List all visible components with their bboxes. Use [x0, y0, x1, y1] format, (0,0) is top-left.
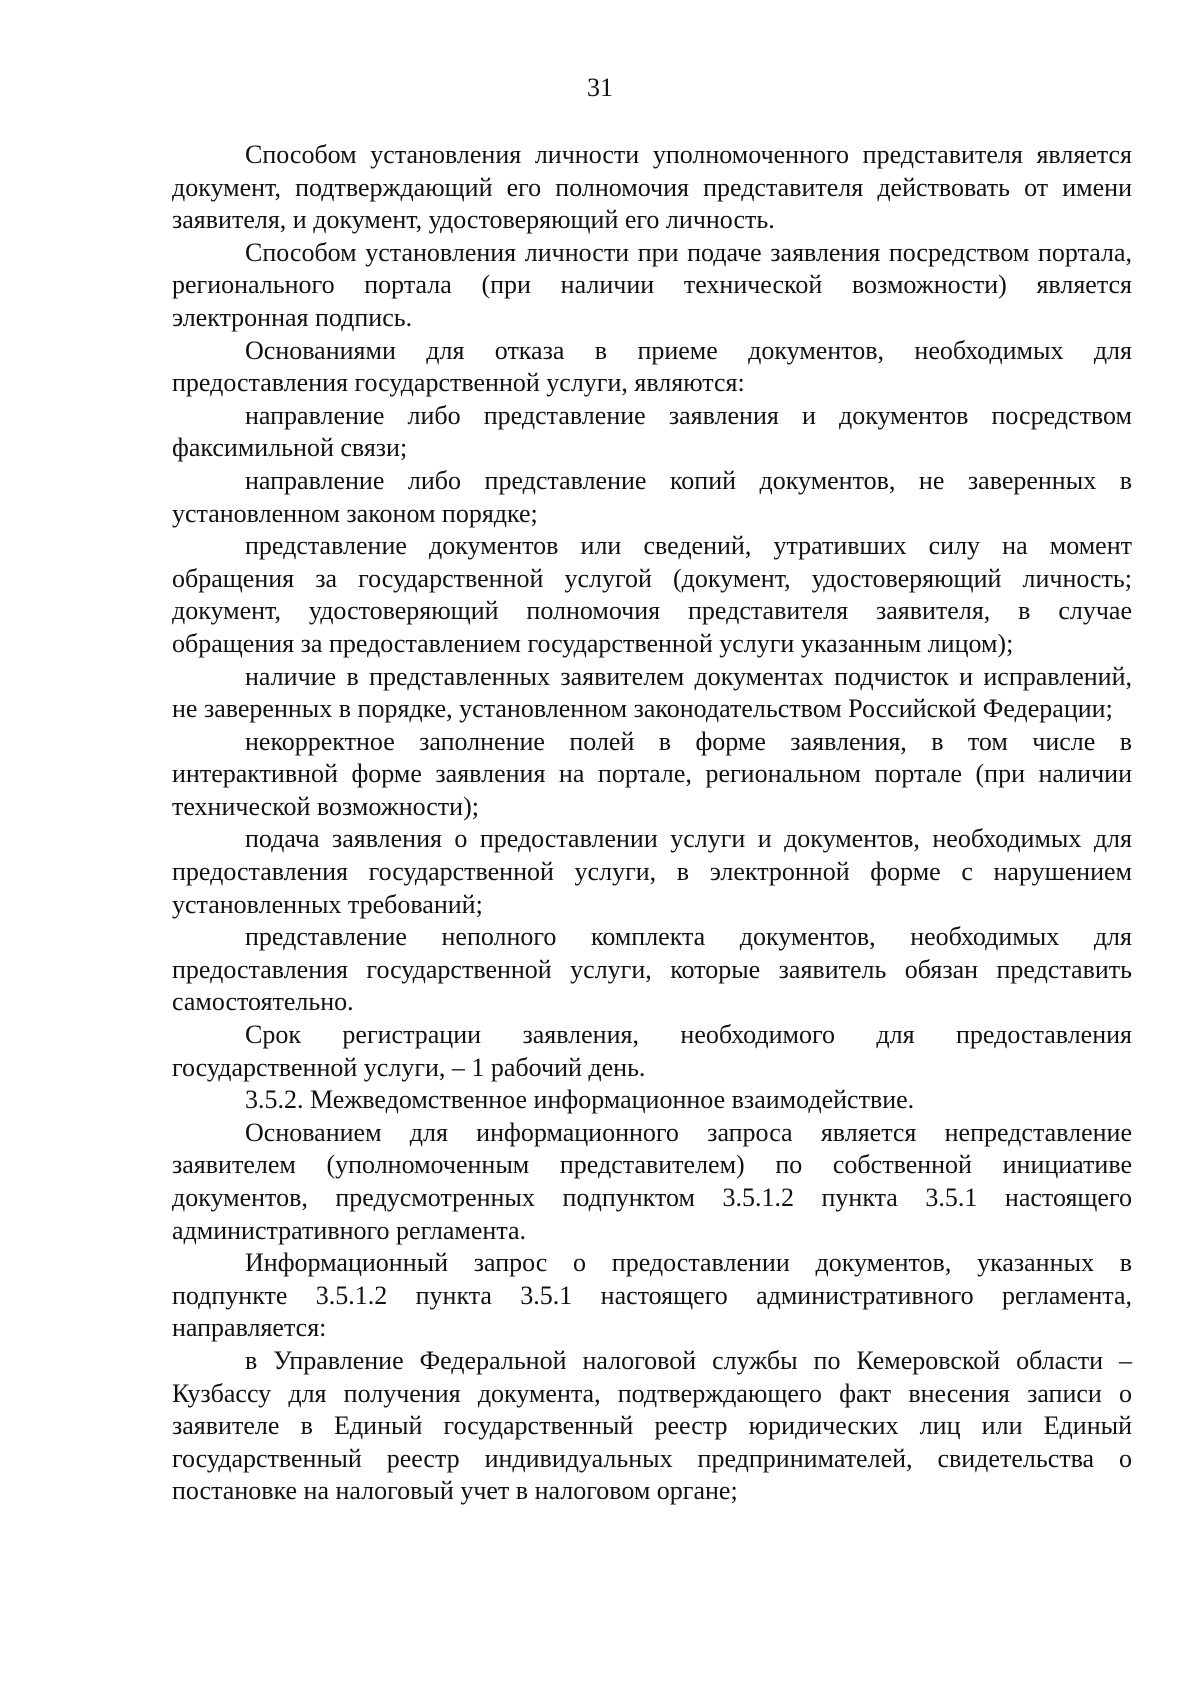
list-item: подача заявления о предоставлении услуги и документов, необходимых для предоставления государственной услуги, в электронной форме с нарушением установленных требований;: [172, 824, 1132, 919]
list-item: представление неполного комплекта документов, необходимых для предоставления государственной услуги, которые заявитель обязан представить самостоятельно.: [172, 922, 1132, 1017]
paragraph: Информационный запрос о предоставлении документов, указанных в подпункте 3.5.1.2 пункта 3.5.1 настоящего административного регламента, направляется:: [172, 1248, 1132, 1343]
page-number: 31: [587, 73, 613, 102]
document-body: [172, 139, 1132, 1508]
list-item: в Управление Федеральной налоговой службы по Кемеровской области – Кузбассу для получения документа, подтверждающего факт внесения записи о заявителе в Единый государственный реестр юридических лиц или Единый государственный реестр индивидуальных предпринимателей, свидетельства о постановке на налоговый учет в налоговом органе;: [172, 1345, 1132, 1506]
list-item: наличие в представленных заявителем документах подчисток и исправлений, не заверенных в порядке, установленном законодательством Российской Федерации;: [172, 661, 1132, 724]
paragraph: Способом установления личности при подаче заявления посредством портала, регионального портала (при наличии технической возможности) является электронная подпись.: [172, 237, 1132, 332]
list-item: некорректное заполнение полей в форме заявления, в том числе в интерактивной форме заявления на портале, региональном портале (при наличии технической возможности);: [172, 726, 1132, 821]
section-heading: 3.5.2. Межведомственное информационное взаимодействие.: [245, 1085, 915, 1115]
list-item: направление либо представление копий документов, не заверенных в установленном законом порядке;: [172, 465, 1132, 528]
list-item: представление документов или сведений, утративших силу на момент обращения за государственной услугой (документ, удостоверяющий личность; документ, удостоверяющий полномочия представителя заявителя, в случае обращения за предоставлением государственной услуги указанным лицом);: [172, 531, 1132, 658]
paragraph: Срок регистрации заявления, необходимого для предоставления государственной услуги, – 1 рабочий день.: [172, 1020, 1132, 1082]
paragraph: Основаниями для отказа в приеме документов, необходимых для предоставления государственной услуги, являются:: [172, 335, 1132, 398]
paragraph: Основанием для информационного запроса является непредставление заявителем (уполномоченным представителем) по собственной инициативе документов, предусмотренных подпунктом 3.5.1.2 пункта 3.5.1 настоящего административного регламента.: [172, 1117, 1132, 1245]
list-item: направление либо представление заявления и документов посредством факсимильной связи;: [172, 400, 1132, 463]
paragraph: Способом установления личности уполномоченного представителя является документ, подтверждающий его полномочия представителя действовать от имени заявителя, и документ, удостоверяющий его личность.: [172, 140, 1132, 235]
